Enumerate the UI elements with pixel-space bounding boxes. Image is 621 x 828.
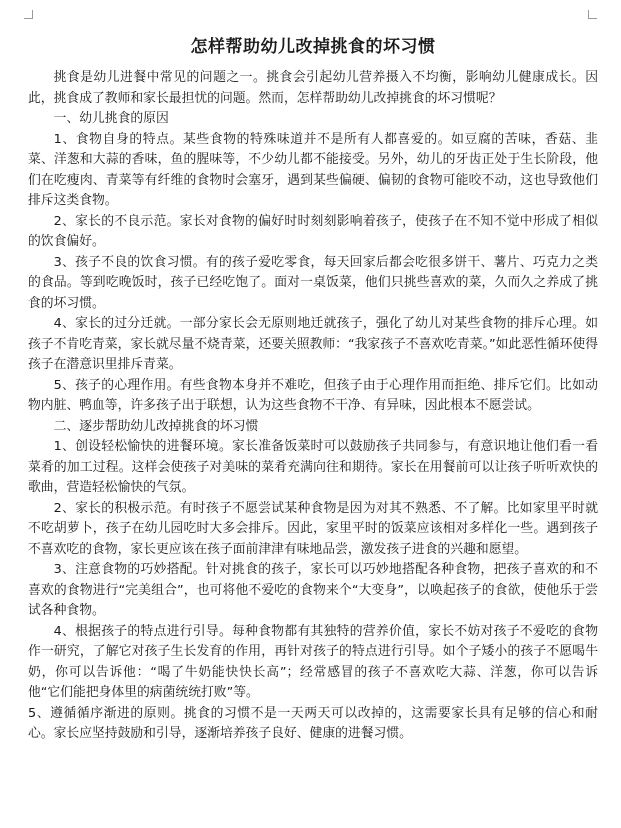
paragraph: 3、注意食物的巧妙搭配。针对挑食的孩子，家长可以巧妙地搭配各种食物，把孩子喜欢的和不喜欢的食物进行“完美组合”，也可将他不爱吃的食物来个“大变身”，以唤起孩子的食欲，使他乐于尝试各种食物。 [28, 562, 598, 618]
paragraph: 1、创设轻松愉快的进餐环境。家长准备饭菜时可以鼓励孩子共同参与，有意识地让他们看一看菜肴的加工过程。这样会使孩子对美味的菜肴充满向往和期待。家长在用餐前可以让孩子听听欢快的歌曲，营造轻松愉快的气氛。 [28, 439, 598, 495]
paragraph: 5、遵循循序渐进的原则。挑食的习惯不是一天两天可以改掉的，这需要家长具有足够的信心和耐心。家长应坚持鼓励和引导，逐渐培养孩子良好、健康的进餐习惯。 [28, 705, 598, 741]
paragraph: 4、根据孩子的特点进行引导。每种食物都有其独特的营养价值，家长不妨对孩子不爱吃的食物作一研究，了解它对孩子生长发育的作用，再针对孩子的特点进行引导。如个子矮小的孩子不愿喝牛奶，你可以告诉他：“喝了牛奶能快快长高”；经常感冒的孩子不喜欢吃大蒜、洋葱，你可以告诉他“它们能把身体里的病菌统统打败”等。 [28, 623, 598, 700]
paragraph: 3、孩子不良的饮食习惯。有的孩子爱吃零食，每天回家后都会吃很多饼干、薯片、巧克力之类的食品。等到吃晚饭时，孩子已经吃饱了。面对一桌饭菜，他们只挑些喜欢的菜，久而久之养成了挑食的坏习惯。 [28, 254, 598, 311]
page-corner-mark-left [24, 10, 33, 19]
paragraph: 1、食物自身的特点。某些食物的特殊味道并不是所有人都喜爱的。如豆腐的苦味，香菇、韭菜、洋葱和大蒜的香味，鱼的腥味等，不少幼儿都不能接受。另外，幼儿的牙齿正处于生长阶段，他们在吃瘦肉、青菜等有纤维的食物时会塞牙，遇到某些偏硬、偏韧的食物可能咬不动，这也导致他们排斥这类食物。 [28, 131, 598, 208]
paragraph: 2、家长的积极示范。有时孩子不愿尝试某种食物是因为对其不熟悉、不了解。比如家里平时就不吃胡萝卜，孩子在幼儿园吃时大多会排斥。因此，家里平时的饭菜应该相对多样化一些。遇到孩子不喜欢吃的食物，家长更应该在孩子面前津津有味地品尝，激发孩子进食的兴趣和愿望。 [28, 500, 598, 557]
page-corner-mark-right [588, 10, 597, 19]
paragraph: 挑食是幼儿进餐中常见的问题之一。挑食会引起幼儿营养摄入不均衡，影响幼儿健康成长。因此，挑食成了教师和家长最担忧的问题。然而，怎样帮助幼儿改掉挑食的坏习惯呢？ [28, 70, 598, 106]
paragraph: 5、孩子的心理作用。有些食物本身并不难吃，但孩子由于心理作用而拒绝、排斥它们。比如动物内脏、鸭血等，许多孩子出于联想，认为这些食物不干净、有异味，因此根本不愿尝试。 [28, 377, 598, 413]
paragraph-list [28, 68, 598, 745]
page-title: 怎样帮助幼儿改掉挑食的坏习惯 [190, 37, 436, 57]
document-body [28, 36, 598, 745]
paragraph: 二、逐步帮助幼儿改掉挑食的坏习惯 [53, 418, 259, 434]
paragraph: 4、家长的过分迁就。一部分家长会无原则地迁就孩子，强化了幼儿对某些食物的排斥心理。如孩子不肯吃青菜，家长就尽量不烧青菜，还要关照教师：“我家孩子不喜欢吃青菜。”如此恶性循环使得孩子在潜意识里排斥青菜。 [28, 316, 598, 372]
paragraph: 一、幼儿挑食的原因 [53, 111, 169, 126]
paragraph: 2、家长的不良示范。家长对食物的偏好时时刻刻影响着孩子，使孩子在不知不觉中形成了相似的饮食偏好。 [28, 213, 598, 249]
